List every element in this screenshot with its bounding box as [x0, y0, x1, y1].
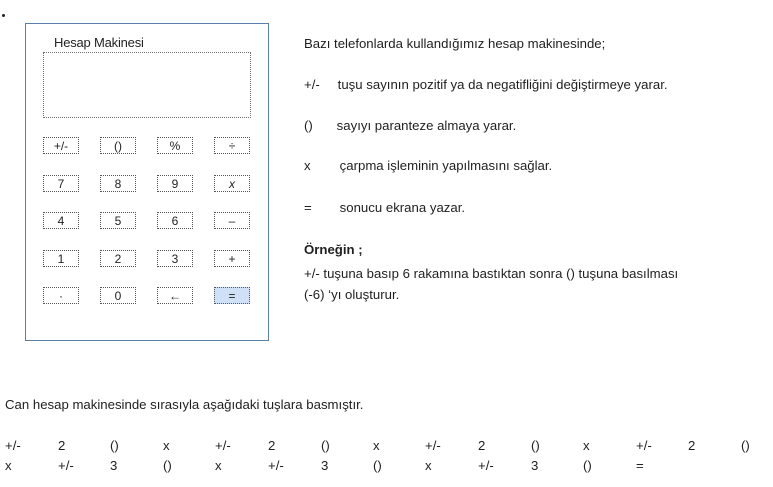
description-symbol: +/- [304, 77, 320, 92]
sequence-key: x [215, 458, 222, 473]
description-intro: Bazı telefonlarda kullandığımız hesap makinesinde; [304, 36, 606, 51]
sequence-key: +/- [5, 438, 21, 453]
sequence-key: +/- [215, 438, 231, 453]
sequence-key: 3 [531, 458, 539, 473]
sequence-key: () [110, 438, 119, 453]
key-7[interactable]: 7 [43, 175, 79, 192]
sequence-key: () [741, 438, 750, 453]
sequence-key: x [373, 438, 380, 453]
key-divide[interactable]: ÷ [214, 137, 250, 154]
sequence-key: +/- [636, 438, 652, 453]
key-0[interactable]: 0 [100, 287, 136, 304]
key-backspace[interactable]: ← [157, 287, 193, 304]
key-6[interactable]: 6 [157, 212, 193, 229]
calculator-illustration [25, 23, 269, 341]
sequence-key: +/- [425, 438, 441, 453]
sequence-key: +/- [58, 458, 74, 473]
calculator-screen [43, 52, 251, 118]
sequence-key: () [531, 438, 540, 453]
key-5[interactable]: 5 [100, 212, 136, 229]
key-1[interactable]: 1 [43, 250, 79, 267]
sequence-key: () [321, 438, 330, 453]
bullet-dot [2, 14, 5, 17]
description-item-multiply [304, 158, 552, 173]
description-item-equals [304, 200, 465, 215]
calculator-title: Hesap Makinesi [54, 35, 144, 50]
key-equals[interactable]: = [214, 287, 250, 304]
question-text: Can hesap makinesinde sırasıyla aşağıdaki tuşlara basmıştır. [5, 397, 364, 412]
example-line-1: +/- tuşuna basıp 6 rakamına bastıktan sonra () tuşuna basılması [304, 266, 679, 281]
sequence-key: x [163, 438, 170, 453]
key-8[interactable]: 8 [100, 175, 136, 192]
sequence-key: 2 [268, 438, 276, 453]
sequence-key: () [373, 458, 382, 473]
description-text: sonucu ekrana yazar. [339, 200, 466, 215]
description-symbol: = [304, 200, 312, 215]
description-symbol: x [304, 158, 311, 173]
key-plus[interactable]: + [214, 250, 250, 267]
key-multiply[interactable]: x [214, 175, 250, 192]
description-text: tuşu sayının pozitif ya da negatifliğini değiştirmeye yarar. [337, 77, 668, 92]
sequence-key: 3 [110, 458, 118, 473]
key-3[interactable]: 3 [157, 250, 193, 267]
sequence-key: 2 [478, 438, 486, 453]
description-item-plus-minus [304, 77, 668, 92]
key-9[interactable]: 9 [157, 175, 193, 192]
sequence-key: +/- [478, 458, 494, 473]
sequence-key: +/- [268, 458, 284, 473]
description-text: sayıyı paranteze almaya yarar. [336, 118, 517, 133]
sequence-key: x [583, 438, 590, 453]
key-percent[interactable]: % [157, 137, 193, 154]
key-decimal-point[interactable]: · [43, 287, 79, 304]
sequence-key: 2 [58, 438, 66, 453]
sequence-key: x [425, 458, 432, 473]
sequence-key: x [5, 458, 12, 473]
sequence-key: () [163, 458, 172, 473]
key-minus[interactable]: – [214, 212, 250, 229]
sequence-key: () [583, 458, 592, 473]
example-line-2: (-6) ‘yı oluşturur. [304, 287, 400, 302]
example-heading: Örneğin ; [304, 242, 363, 257]
sequence-key: 3 [321, 458, 329, 473]
description-symbol: () [304, 118, 313, 133]
key-2[interactable]: 2 [100, 250, 136, 267]
description-text: çarpma işleminin yapılmasını sağlar. [339, 158, 553, 173]
sequence-key: 2 [688, 438, 696, 453]
sequence-key: = [636, 458, 644, 473]
key-plus-minus[interactable]: +/- [43, 137, 79, 154]
description-item-parentheses [304, 118, 516, 133]
key-4[interactable]: 4 [43, 212, 79, 229]
key-parentheses[interactable]: () [100, 137, 136, 154]
